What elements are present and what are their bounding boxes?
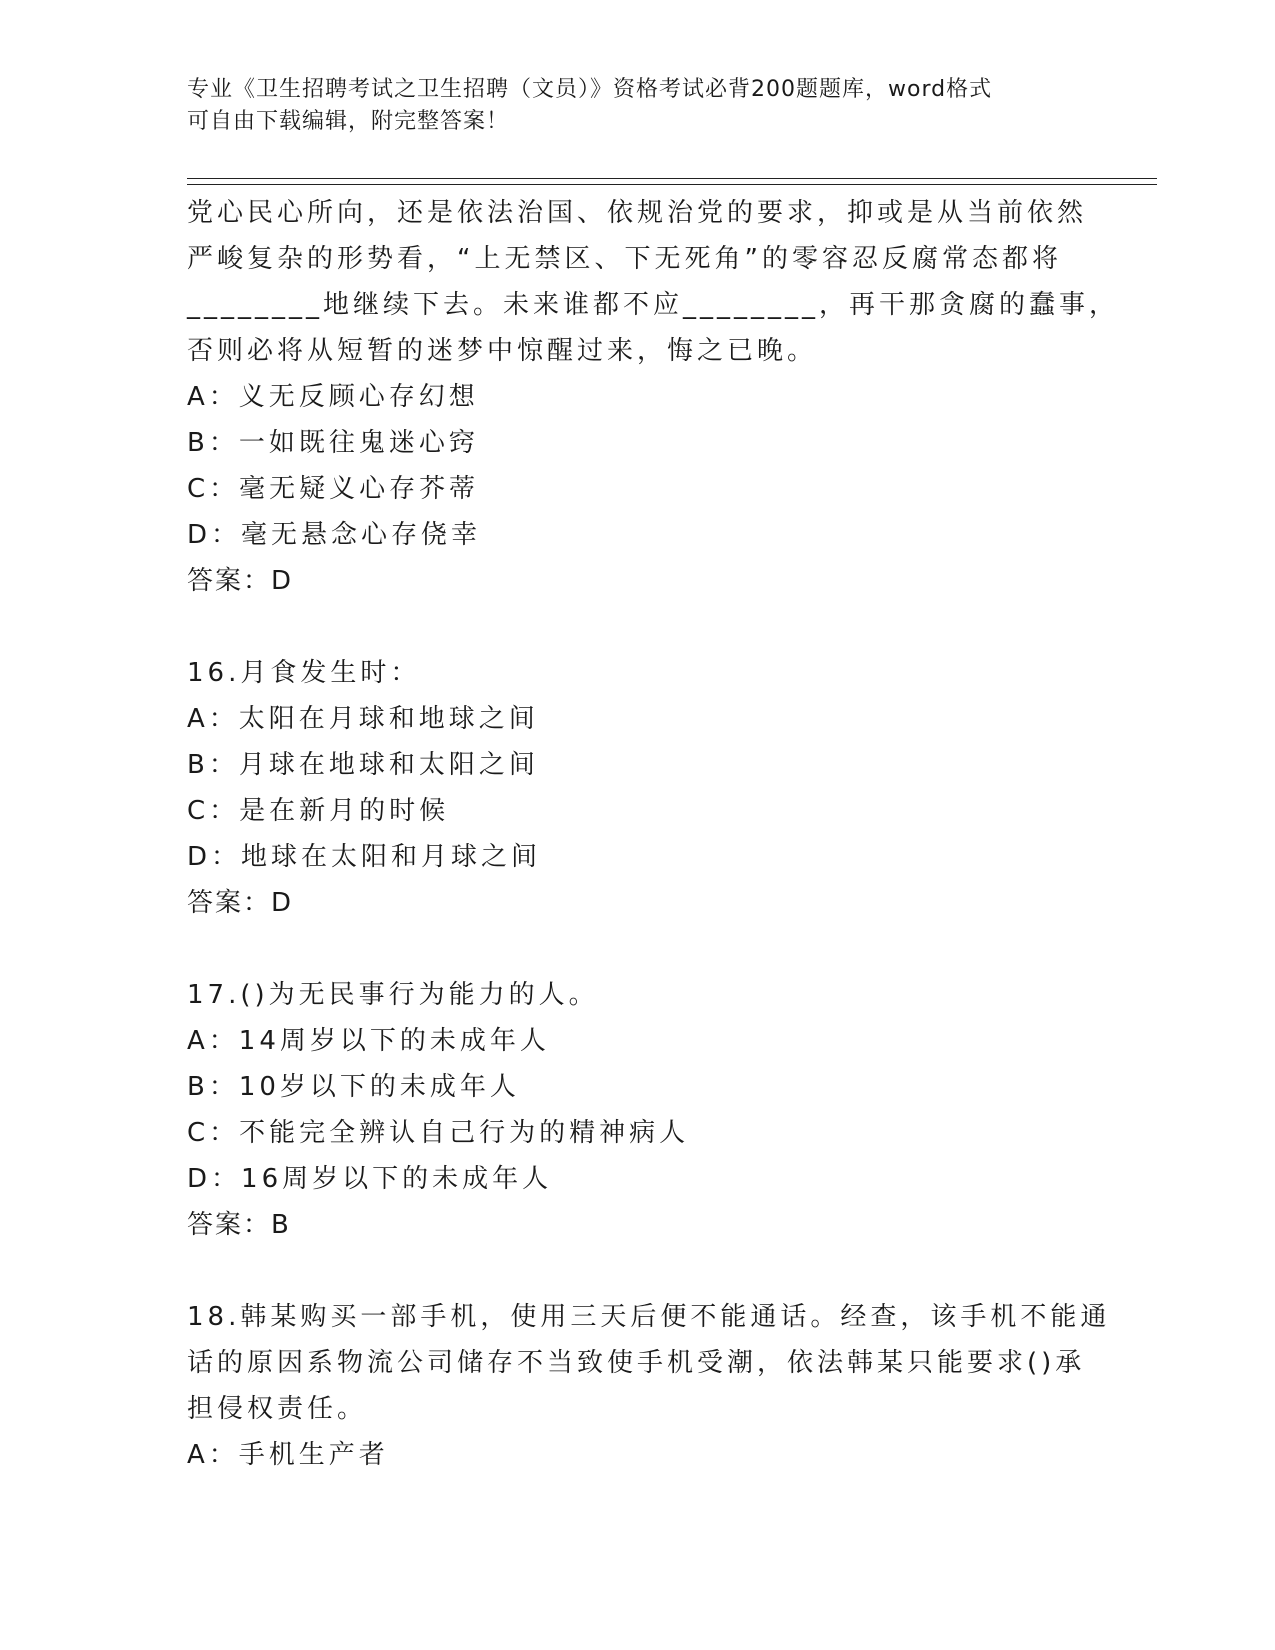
question-spacer: [187, 926, 1087, 972]
question-stem-line: 17.()为无民事行为能力的人。: [187, 980, 599, 1010]
option-a: A：太阳在月球和地球之间: [187, 704, 539, 734]
option-c: C：毫无疑义心存芥蒂: [187, 474, 480, 504]
option-b: B：月球在地球和太阳之间: [187, 750, 539, 780]
question-stem-line: 话的原因系物流公司储存不当致使手机受潮，依法韩某只能要求()承: [187, 1348, 1086, 1378]
question-stem-line: ________地继续下去。未来谁都不应________，再干那贪腐的蠢事，: [187, 290, 1120, 320]
option-a: A：14周岁以下的未成年人: [187, 1026, 550, 1056]
option-a: A：手机生产者: [187, 1440, 389, 1470]
option-d: D：16周岁以下的未成年人: [187, 1164, 553, 1194]
question-stem-line: 16.月食发生时：: [187, 658, 421, 688]
header-line-2: 可自由下载编辑，附完整答案！: [187, 109, 510, 134]
option-b: B：一如既往鬼迷心窍: [187, 428, 479, 458]
header-divider-top: [187, 178, 1157, 179]
question-list: [187, 190, 1120, 1478]
question-stem-line: 否则必将从短暂的迷梦中惊醒过来，悔之已晚。: [187, 336, 818, 366]
question-15: [187, 190, 1120, 604]
option-d: D：毫无悬念心存侥幸: [187, 520, 482, 550]
document-header: [187, 74, 1087, 138]
question-stem-line: 党心民心所向，还是依法治国、依规治党的要求，抑或是从当前依然: [187, 198, 1088, 228]
option-c: C：是在新月的时候: [187, 796, 450, 826]
question-16: [187, 650, 1087, 926]
option-c: C：不能完全辨认自己行为的精神病人: [187, 1118, 690, 1148]
option-b: B：10岁以下的未成年人: [187, 1072, 520, 1102]
option-d: D：地球在太阳和月球之间: [187, 842, 542, 872]
question-stem-line: 严峻复杂的形势看，“上无禁区、下无死角”的零容忍反腐常态都将: [187, 244, 1062, 274]
question-17: [187, 972, 1087, 1248]
answer-line: 答案：D: [187, 566, 294, 596]
header-divider-bottom: [187, 184, 1157, 185]
option-a: A：义无反顾心存幻想: [187, 382, 479, 412]
question-18: [187, 1294, 1111, 1478]
question-spacer: [187, 604, 1087, 650]
header-line-1: 专业《卫生招聘考试之卫生招聘（文员）》资格考试必背200题题库，word格式: [187, 77, 993, 102]
question-stem-line: 担侵权责任。: [187, 1394, 368, 1424]
answer-line: 答案：D: [187, 888, 294, 918]
question-stem-line: 18.韩某购买一部手机，使用三天后便不能通话。经查，该手机不能通: [187, 1302, 1111, 1332]
answer-line: 答案：B: [187, 1210, 291, 1240]
question-spacer: [187, 1248, 1087, 1294]
